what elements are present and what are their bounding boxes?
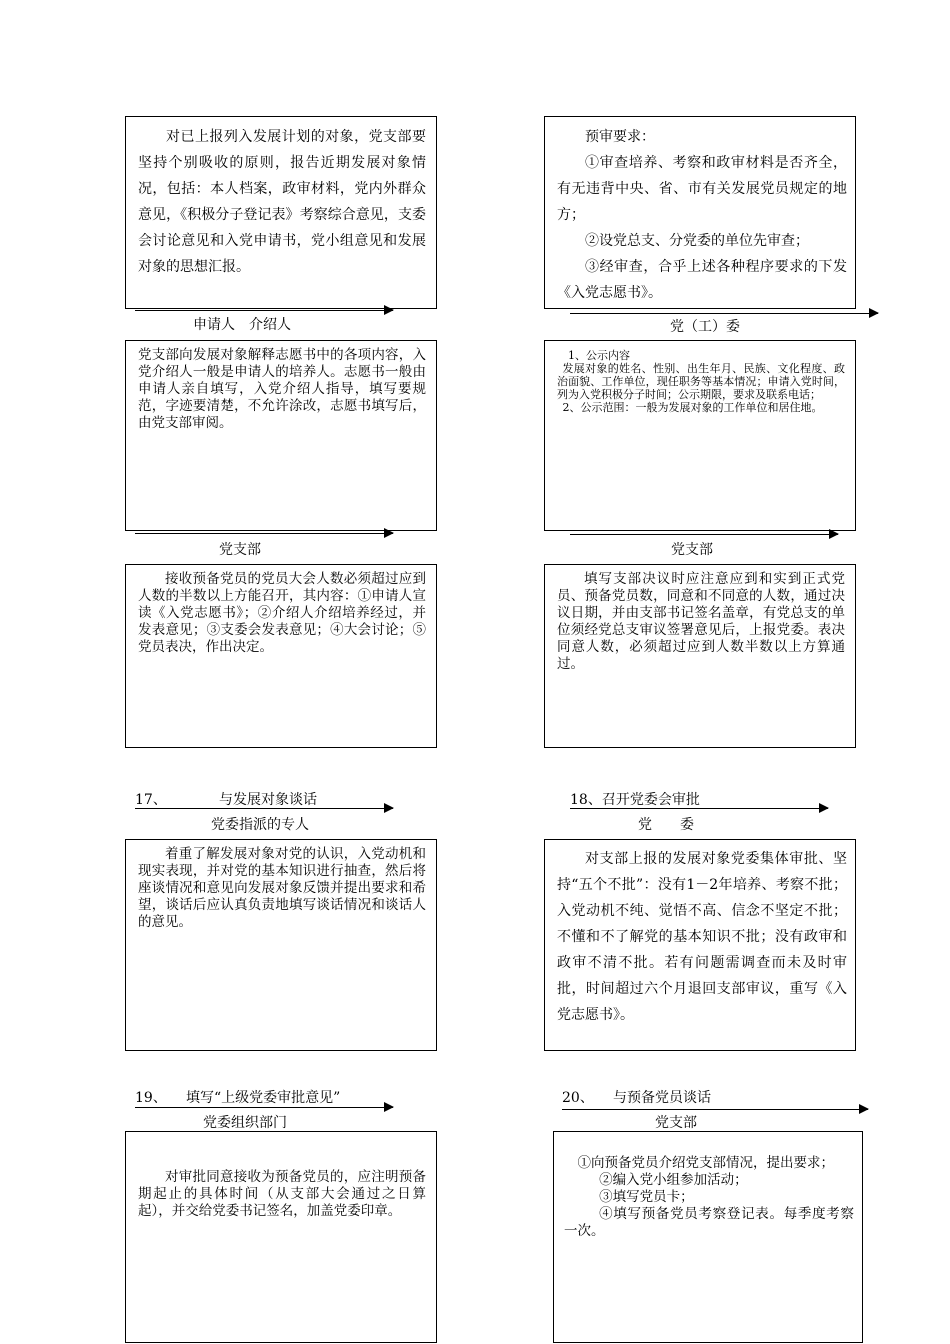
step18-title: 18、召开党委会审批 [570, 792, 700, 808]
step18-text: 对支部上报的发展对象党委集体审批、坚持“五个不批”：没有1－2年培养、考察不批；入党动机不纯、觉悟不高、信念不坚定不批；不懂和不了解党的基本知识不批；没有政审和政审不清不批。若有问题需调查而未及时审批，时间超过六个月退回支部审议，重写《入党志愿书》。 [557, 851, 847, 1023]
step20-line3: ③填写党员卡； [599, 1189, 694, 1205]
step3-text: 党支部向发展对象解释志愿书中的各项内容，入党介绍人一般是申请人的培养人。志愿书一般由申请人亲自填写，入党介绍人指导，填写要规范，字迹要清楚，不允许涂改，志愿书填写后，由党支部审阅。 [138, 347, 426, 431]
step2-label: 党（工）委 [670, 319, 740, 335]
step1-box [125, 116, 437, 309]
step18-box [544, 839, 856, 1051]
step17-number: 17、 [135, 792, 167, 808]
step6-box [544, 564, 856, 748]
step17-box [125, 839, 437, 1051]
step20-line4: ④填写预备党员考察登记表。每季度考察一次。 [564, 1206, 854, 1239]
step6-text: 填写支部决议时应注意应到和实到正式党员、预备党员数，同意和不同意的人数，通过决议日期，并由支部书记签名盖章，有党总支的单位须经党总支审议签署意见后，上报党委。表决同意人数，必须超过应到人数半数以上方算通过。 [557, 571, 845, 672]
step3-arrow [135, 533, 393, 534]
step20-box [553, 1131, 863, 1343]
step5-text: 接收预备党员的党员大会人数必须超过应到人数的半数以上方能召开，其内容：①申请人宣读《入党志愿书》；②介绍人介绍培养经过，并发表意见；③支委会发表意见；④大会讨论；⑤党员表决，作出决定。 [138, 571, 426, 655]
step19-text: 对审批同意接收为预备党员的，应注明预备期起止的具体时间（从支部大会通过之日算起），并交给党委书记签名，加盖党委印章。 [138, 1169, 426, 1219]
step18-label: 党 委 [638, 817, 694, 833]
step4-label: 党支部 [671, 542, 713, 558]
step17-title: 与发展对象谈话 [219, 792, 317, 808]
step2-line4: ③经审查，合乎上述各种程序要求的下发《入党志愿书》。 [557, 259, 847, 301]
step20-arrow [562, 1109, 868, 1110]
step5-box [125, 564, 437, 748]
step3-box [125, 340, 437, 531]
step1-text: 对已上报列入发展计划的对象，党支部要坚持个别吸收的原则，报告近期发展对象情况，包括：本人档案，政审材料，党内外群众意见，《积极分子登记表》考察综合意见，支委会讨论意见和入党申请书，党小组意见和发展对象的思想汇报。 [138, 129, 426, 275]
step17-arrow [135, 808, 393, 809]
step20-line1: ①向预备党员介绍党支部情况，提出要求； [577, 1155, 834, 1171]
step19-box [125, 1131, 437, 1343]
step19-number: 19、 [135, 1090, 167, 1106]
step2-line3: ②设党总支、分党委的单位先审查； [585, 233, 809, 249]
step4-box [544, 340, 856, 531]
step20-label: 党支部 [655, 1115, 697, 1131]
step2-line1: 预审要求： [585, 129, 655, 145]
step2-line2: ①审查培养、考察和政审材料是否齐全，有无违背中央、省、市有关发展党员规定的地方； [557, 155, 847, 223]
step4-arrow [570, 534, 838, 535]
step19-arrow [135, 1107, 393, 1108]
step3-label: 党支部 [219, 542, 261, 558]
step20-title: 与预备党员谈话 [613, 1090, 711, 1106]
step18-arrow [570, 808, 828, 809]
step2-arrow [570, 313, 878, 314]
step17-label: 党委指派的专人 [211, 817, 309, 833]
step20-number: 20、 [562, 1090, 594, 1106]
step1-arrow [135, 310, 393, 311]
step19-label: 党委组织部门 [203, 1115, 287, 1131]
step4-line2: 发展对象的姓名、性别、出生年月、民族、文化程度、政治面貌、工作单位，现任职务等基本情况；申请入党时间，列为入党积极分子时间；公示期限，要求及联系电话； [557, 362, 845, 401]
step4-line1: 1、公示内容 [568, 349, 630, 362]
step19-title: 填写“上级党委审批意见” [186, 1090, 341, 1106]
step2-box [544, 116, 856, 309]
step4-line3: 2、公示范围：一般为发展对象的工作单位和居住地。 [562, 401, 823, 414]
step20-line2: ②编入党小组参加活动； [599, 1172, 748, 1188]
step1-label: 申请人 介绍人 [193, 317, 291, 333]
step17-text: 着重了解发展对象对党的认识，入党动机和现实表现，并对党的基本知识进行抽查，然后将座谈情况和意见向发展对象反馈并提出要求和希望，谈话后应认真负责地填写谈话情况和谈话人的意见。 [138, 846, 426, 930]
